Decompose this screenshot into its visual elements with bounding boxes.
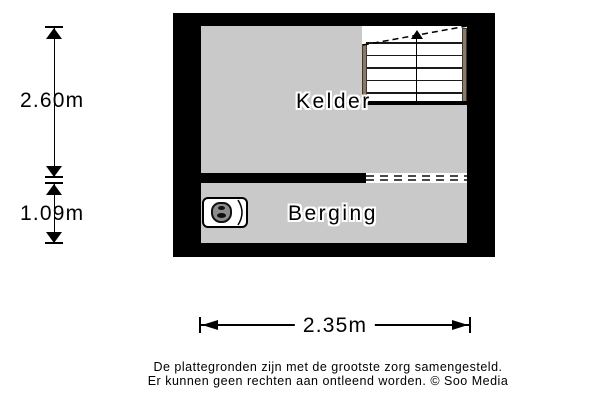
dim-berging-height-label: 1.09m (20, 202, 85, 225)
boiler-end-arc (204, 199, 246, 226)
dim-kelder-arrow-down (46, 166, 62, 177)
opening-dash-line (366, 175, 467, 177)
dim-width-arrow-right (452, 320, 468, 330)
footer-disclaimer-line1: De plattegronden zijn met de grootste zorg samengesteld. (153, 360, 503, 374)
dim-berging-arrow-down (46, 232, 62, 243)
stair-bottom-edge (362, 101, 467, 105)
stair-break-line (362, 24, 468, 48)
kelder-room-label: Kelder (296, 90, 372, 113)
dim-kelder-arrow-up (46, 28, 62, 39)
boiler-icon (202, 197, 248, 228)
dim-kelder-height-label: 2.60m (20, 89, 85, 112)
berging-room-label: Berging (288, 202, 378, 225)
dim-berging-arrow-up (46, 184, 62, 195)
footer-disclaimer-line2: Er kunnen geen rechten aan ontleend worden. © Soo Media (147, 373, 509, 388)
dim-width-cap-left (199, 317, 201, 333)
dim-width-cap-right (469, 317, 471, 333)
opening-dash-line (366, 179, 467, 181)
dim-width-label: 2.35m (295, 315, 375, 336)
footer-disclaimer (58, 361, 598, 388)
dim-width-arrow-left (202, 320, 218, 330)
divider-opening (366, 173, 467, 183)
